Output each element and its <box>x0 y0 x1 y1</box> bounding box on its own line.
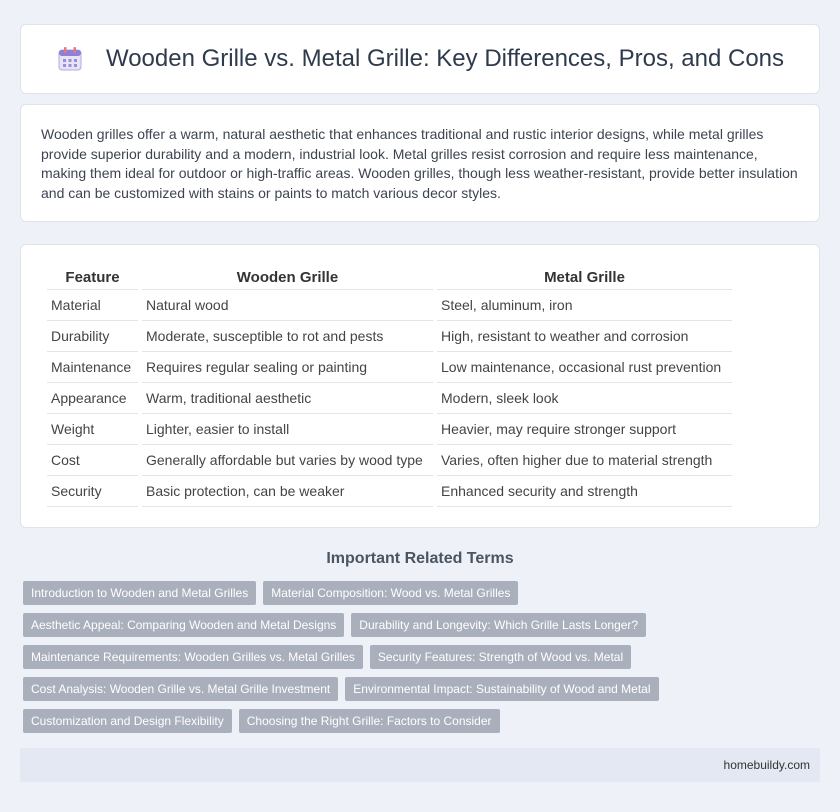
table-row <box>47 383 732 414</box>
wooden-cell: Moderate, susceptible to rot and pests <box>142 321 433 352</box>
table-row <box>47 476 732 507</box>
comparison-card <box>20 244 820 528</box>
related-term-tag[interactable]: Material Composition: Wood vs. Metal Grilles <box>263 581 518 605</box>
column-header-metal: Metal Grille <box>437 263 732 290</box>
related-term-tag[interactable]: Environmental Impact: Sustainability of Wood and Metal <box>345 677 658 701</box>
wooden-cell: Natural wood <box>142 290 433 321</box>
metal-cell: Heavier, may require stronger support <box>437 414 732 445</box>
table-row <box>47 321 732 352</box>
page-title: Wooden Grille vs. Metal Grille: Key Differences, Pros, and Cons <box>105 45 785 72</box>
wooden-cell: Generally affordable but varies by wood type <box>142 445 433 476</box>
metal-cell: Modern, sleek look <box>437 383 732 414</box>
related-term-tag[interactable]: Customization and Design Flexibility <box>23 709 232 733</box>
metal-cell: Low maintenance, occasional rust prevention <box>437 352 732 383</box>
related-term-tag[interactable]: Choosing the Right Grille: Factors to Consider <box>239 709 500 733</box>
related-terms-list <box>23 581 813 741</box>
intro-card <box>20 104 820 222</box>
feature-cell: Material <box>47 290 138 321</box>
table-row <box>47 414 732 445</box>
related-term-tag[interactable]: Aesthetic Appeal: Comparing Wooden and Metal Designs <box>23 613 344 637</box>
footer-site-link[interactable]: homebuildy.com <box>723 758 810 772</box>
header <box>21 25 819 93</box>
feature-cell: Weight <box>47 414 138 445</box>
wooden-cell: Requires regular sealing or painting <box>142 352 433 383</box>
related-term-tag[interactable]: Maintenance Requirements: Wooden Grilles vs. Metal Grilles <box>23 645 363 669</box>
footer <box>20 748 820 782</box>
feature-cell: Security <box>47 476 138 507</box>
related-term-tag[interactable]: Introduction to Wooden and Metal Grilles <box>23 581 256 605</box>
intro-paragraph: Wooden grilles offer a warm, natural aesthetic that enhances traditional and rustic interior designs, while metal grilles provide superior durability and a modern, industrial look. Metal grilles resist corrosion and require less maintenance, making them ideal for outdoor or high-traffic areas. Wooden grilles, though less weather-resistant, provide better insulation and can be customized with stains or paints to match various decor styles. <box>41 126 798 201</box>
wooden-cell: Lighter, easier to install <box>142 414 433 445</box>
table-row <box>47 352 732 383</box>
related-term-tag[interactable]: Cost Analysis: Wooden Grille vs. Metal Grille Investment <box>23 677 338 701</box>
table-header-row <box>47 263 732 290</box>
column-header-wooden: Wooden Grille <box>142 263 433 290</box>
related-term-tag[interactable]: Durability and Longevity: Which Grille Lasts Longer? <box>351 613 646 637</box>
metal-cell: Varies, often higher due to material strength <box>437 445 732 476</box>
feature-cell: Maintenance <box>47 352 138 383</box>
feature-cell: Durability <box>47 321 138 352</box>
metal-cell: Steel, aluminum, iron <box>437 290 732 321</box>
table-row <box>47 445 732 476</box>
feature-cell: Appearance <box>47 383 138 414</box>
metal-cell: High, resistant to weather and corrosion <box>437 321 732 352</box>
column-header-feature: Feature <box>47 263 138 290</box>
related-term-tag[interactable]: Security Features: Strength of Wood vs. Metal <box>370 645 631 669</box>
feature-cell: Cost <box>47 445 138 476</box>
related-terms-title: Important Related Terms <box>326 550 514 567</box>
wooden-cell: Basic protection, can be weaker <box>142 476 433 507</box>
wooden-cell: Warm, traditional aesthetic <box>142 383 433 414</box>
comparison-table <box>43 263 736 507</box>
metal-cell: Enhanced security and strength <box>437 476 732 507</box>
calendar-icon <box>56 45 84 73</box>
table-row <box>47 290 732 321</box>
header-card <box>20 24 820 94</box>
